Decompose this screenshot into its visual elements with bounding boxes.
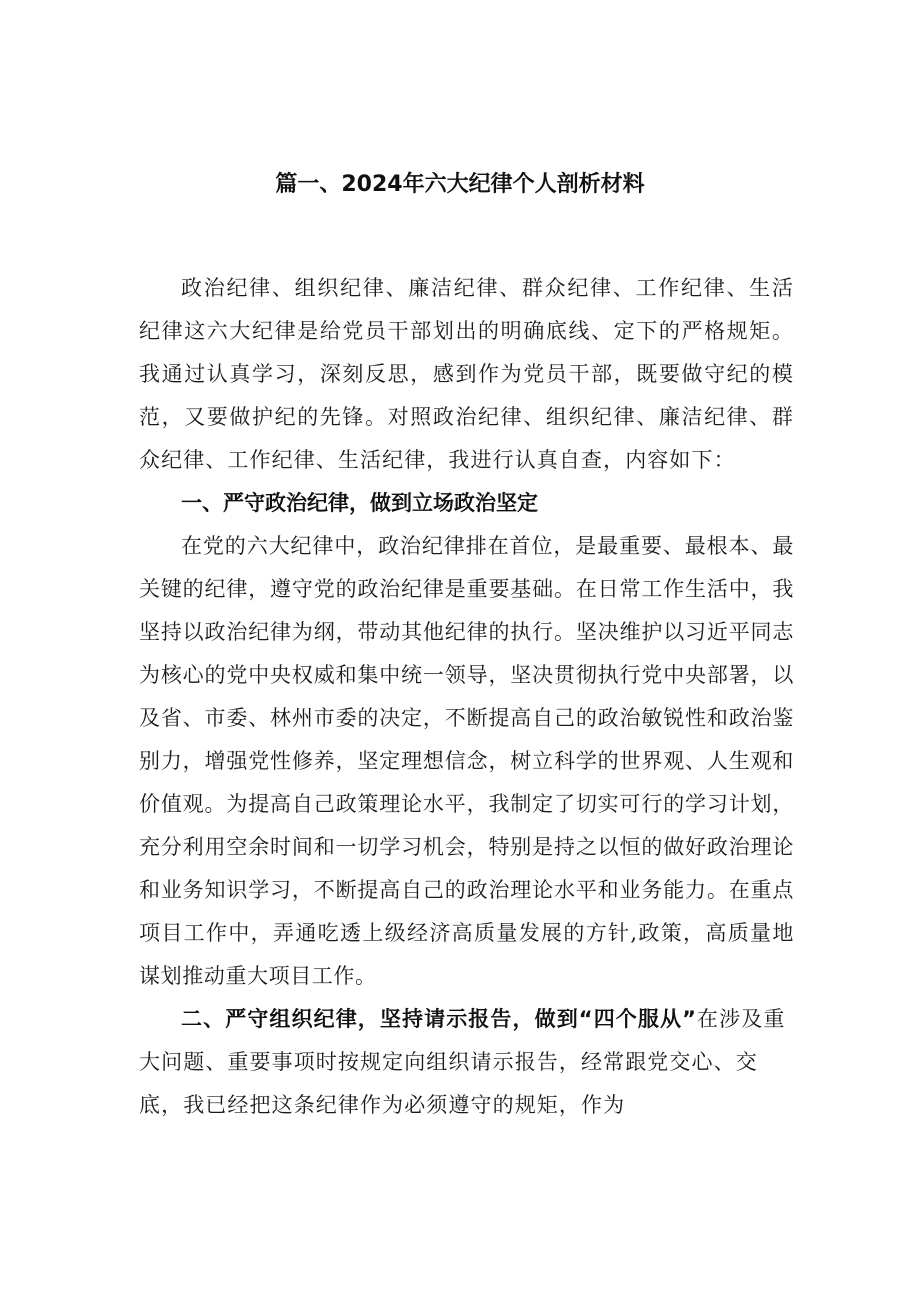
section-1-paragraph: 在党的六大纪律中，政治纪律排在首位，是最重要、最根本、最关键的纪律，遵守党的政治纪律是重要基础。在日常工作生活中，我坚持以政治纪律为纲，带动其他纪律的执行。坚决维护以习近平同志为核心的党中央权威和集中统一领导，坚决贯彻执行党中央部署，以及省、市委、林州市委的决定，不断提高自己的政治敏锐性和政治鉴别力，增强党性修养，坚定理想信念，树立科学的世界观、人生观和价值观。为提高自己政策理论水平，我制定了切实可行的学习计划，充分利用空余时间和一切学习机会，特别是持之以恒的做好政治理论和业务知识学习，不断提高自己的政治理论水平和业务能力。在重点项目工作中，弄通吃透上级经济高质量发展的方针,政策，高质量地谋划推动重大项目工作。	[139, 534, 794, 988]
section-1-heading: 一、严守政治纪律，做到立场政治坚定	[181, 491, 538, 515]
document-title: 篇一、2024年六大纪律个人剖析材料	[275, 172, 645, 197]
section-2-body: 在涉及重大问题、重要事项时按规定向组织请示报告，经常跟党交心、交底，我已经把这条纪律作为必须遵守的规矩，作为	[139, 1007, 786, 1117]
section-2-heading: 二、严守组织纪律，坚持请示报告，做到“四个服从”	[181, 1007, 698, 1031]
document-body	[139, 267, 794, 1127]
section-2-paragraph	[139, 998, 794, 1127]
intro-paragraph: 政治纪律、组织纪律、廉洁纪律、群众纪律、工作纪律、生活纪律这六大纪律是给党员干部划出的明确底线、定下的严格规矩。我通过认真学习，深刻反思，感到作为党员干部，既要做守纪的模范，又要做护纪的先锋。对照政治纪律、组织纪律、廉洁纪律、群众纪律、工作纪律、生活纪律，我进行认真自查，内容如下：	[139, 276, 794, 472]
